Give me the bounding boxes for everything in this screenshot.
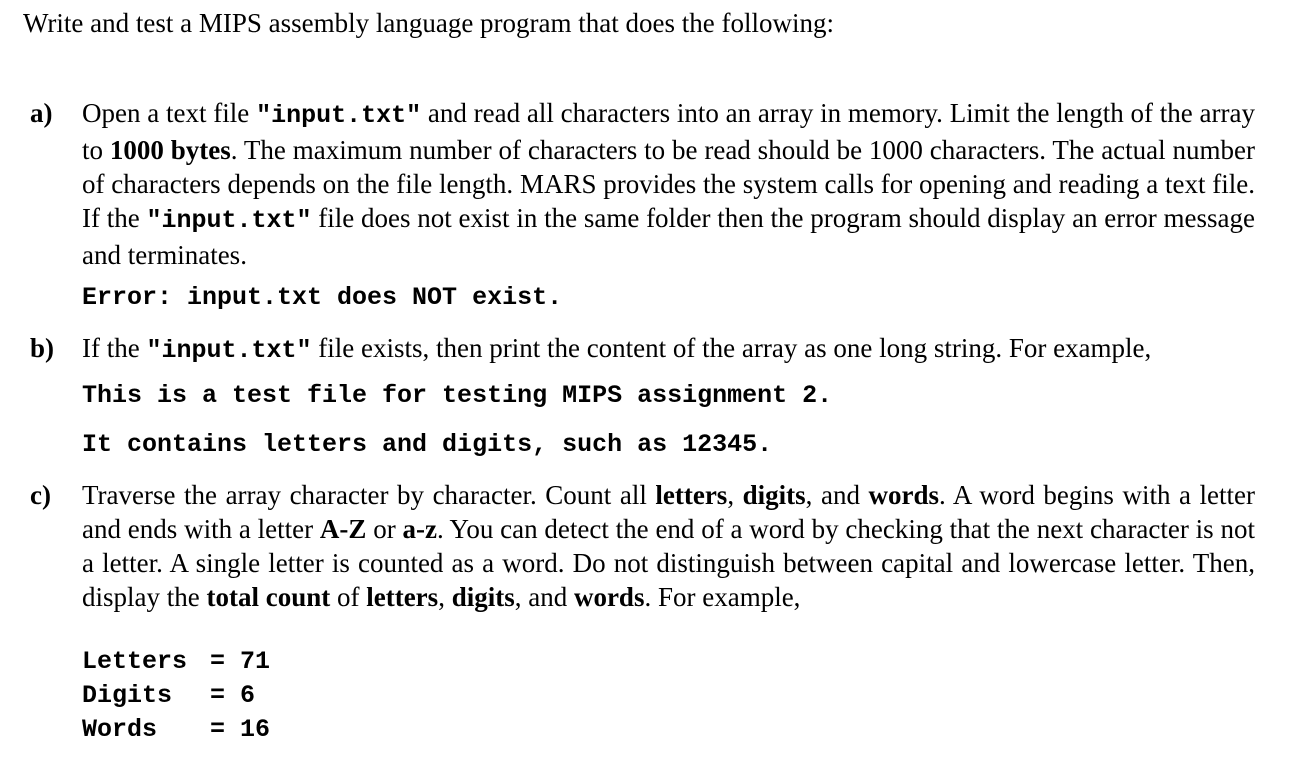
item-b-text: If the "input.txt" file exists, then print the content of the array as one long string. For example, <box>82 333 1152 365</box>
count-row-words: Words = 16 <box>82 715 271 744</box>
count-row-digits: Digits = 6 <box>82 681 256 710</box>
item-b-marker: b) <box>30 333 55 363</box>
example-output-line-2: It contains letters and digits, such as 12345. <box>82 430 773 459</box>
filename-code: "input.txt" <box>146 206 312 235</box>
error-message-code: Error: input.txt does NOT exist. <box>82 283 563 312</box>
item-c-marker: c) <box>30 480 51 510</box>
filename-code: "input.txt" <box>256 101 422 130</box>
example-output-line-1: This is a test file for testing MIPS assignment 2. <box>82 381 833 410</box>
item-c-text: Traverse the array character by character. Count all letters, digits, and words. A word begins with a letter and ends with a letter A-Z or a-z. You can detect the end of a word by checking that the next character is not a letter. A single letter is counted as a word. Do not distinguish between capital and lowercase letter. Then, display the total count of letters, digits, and words. For example, <box>82 480 1256 612</box>
intro-text: Write and test a MIPS assembly language program that does the following: <box>23 8 834 38</box>
item-a-marker: a) <box>30 98 53 128</box>
filename-code: "input.txt" <box>146 336 312 365</box>
count-output <box>82 645 270 747</box>
item-a-text: Open a text file "input.txt" and read all characters into an array in memory. Limit the length of the array to 1000 bytes. The maximum number of characters to be read should be 1000 characters. The actual number of characters depends on the file length. MARS provides the system calls for opening and reading a text file. If the "input.txt" file does not exist in the same folder then the program should display an error message and terminates. <box>82 98 1256 270</box>
count-row-letters: Letters = 71 <box>82 647 271 676</box>
